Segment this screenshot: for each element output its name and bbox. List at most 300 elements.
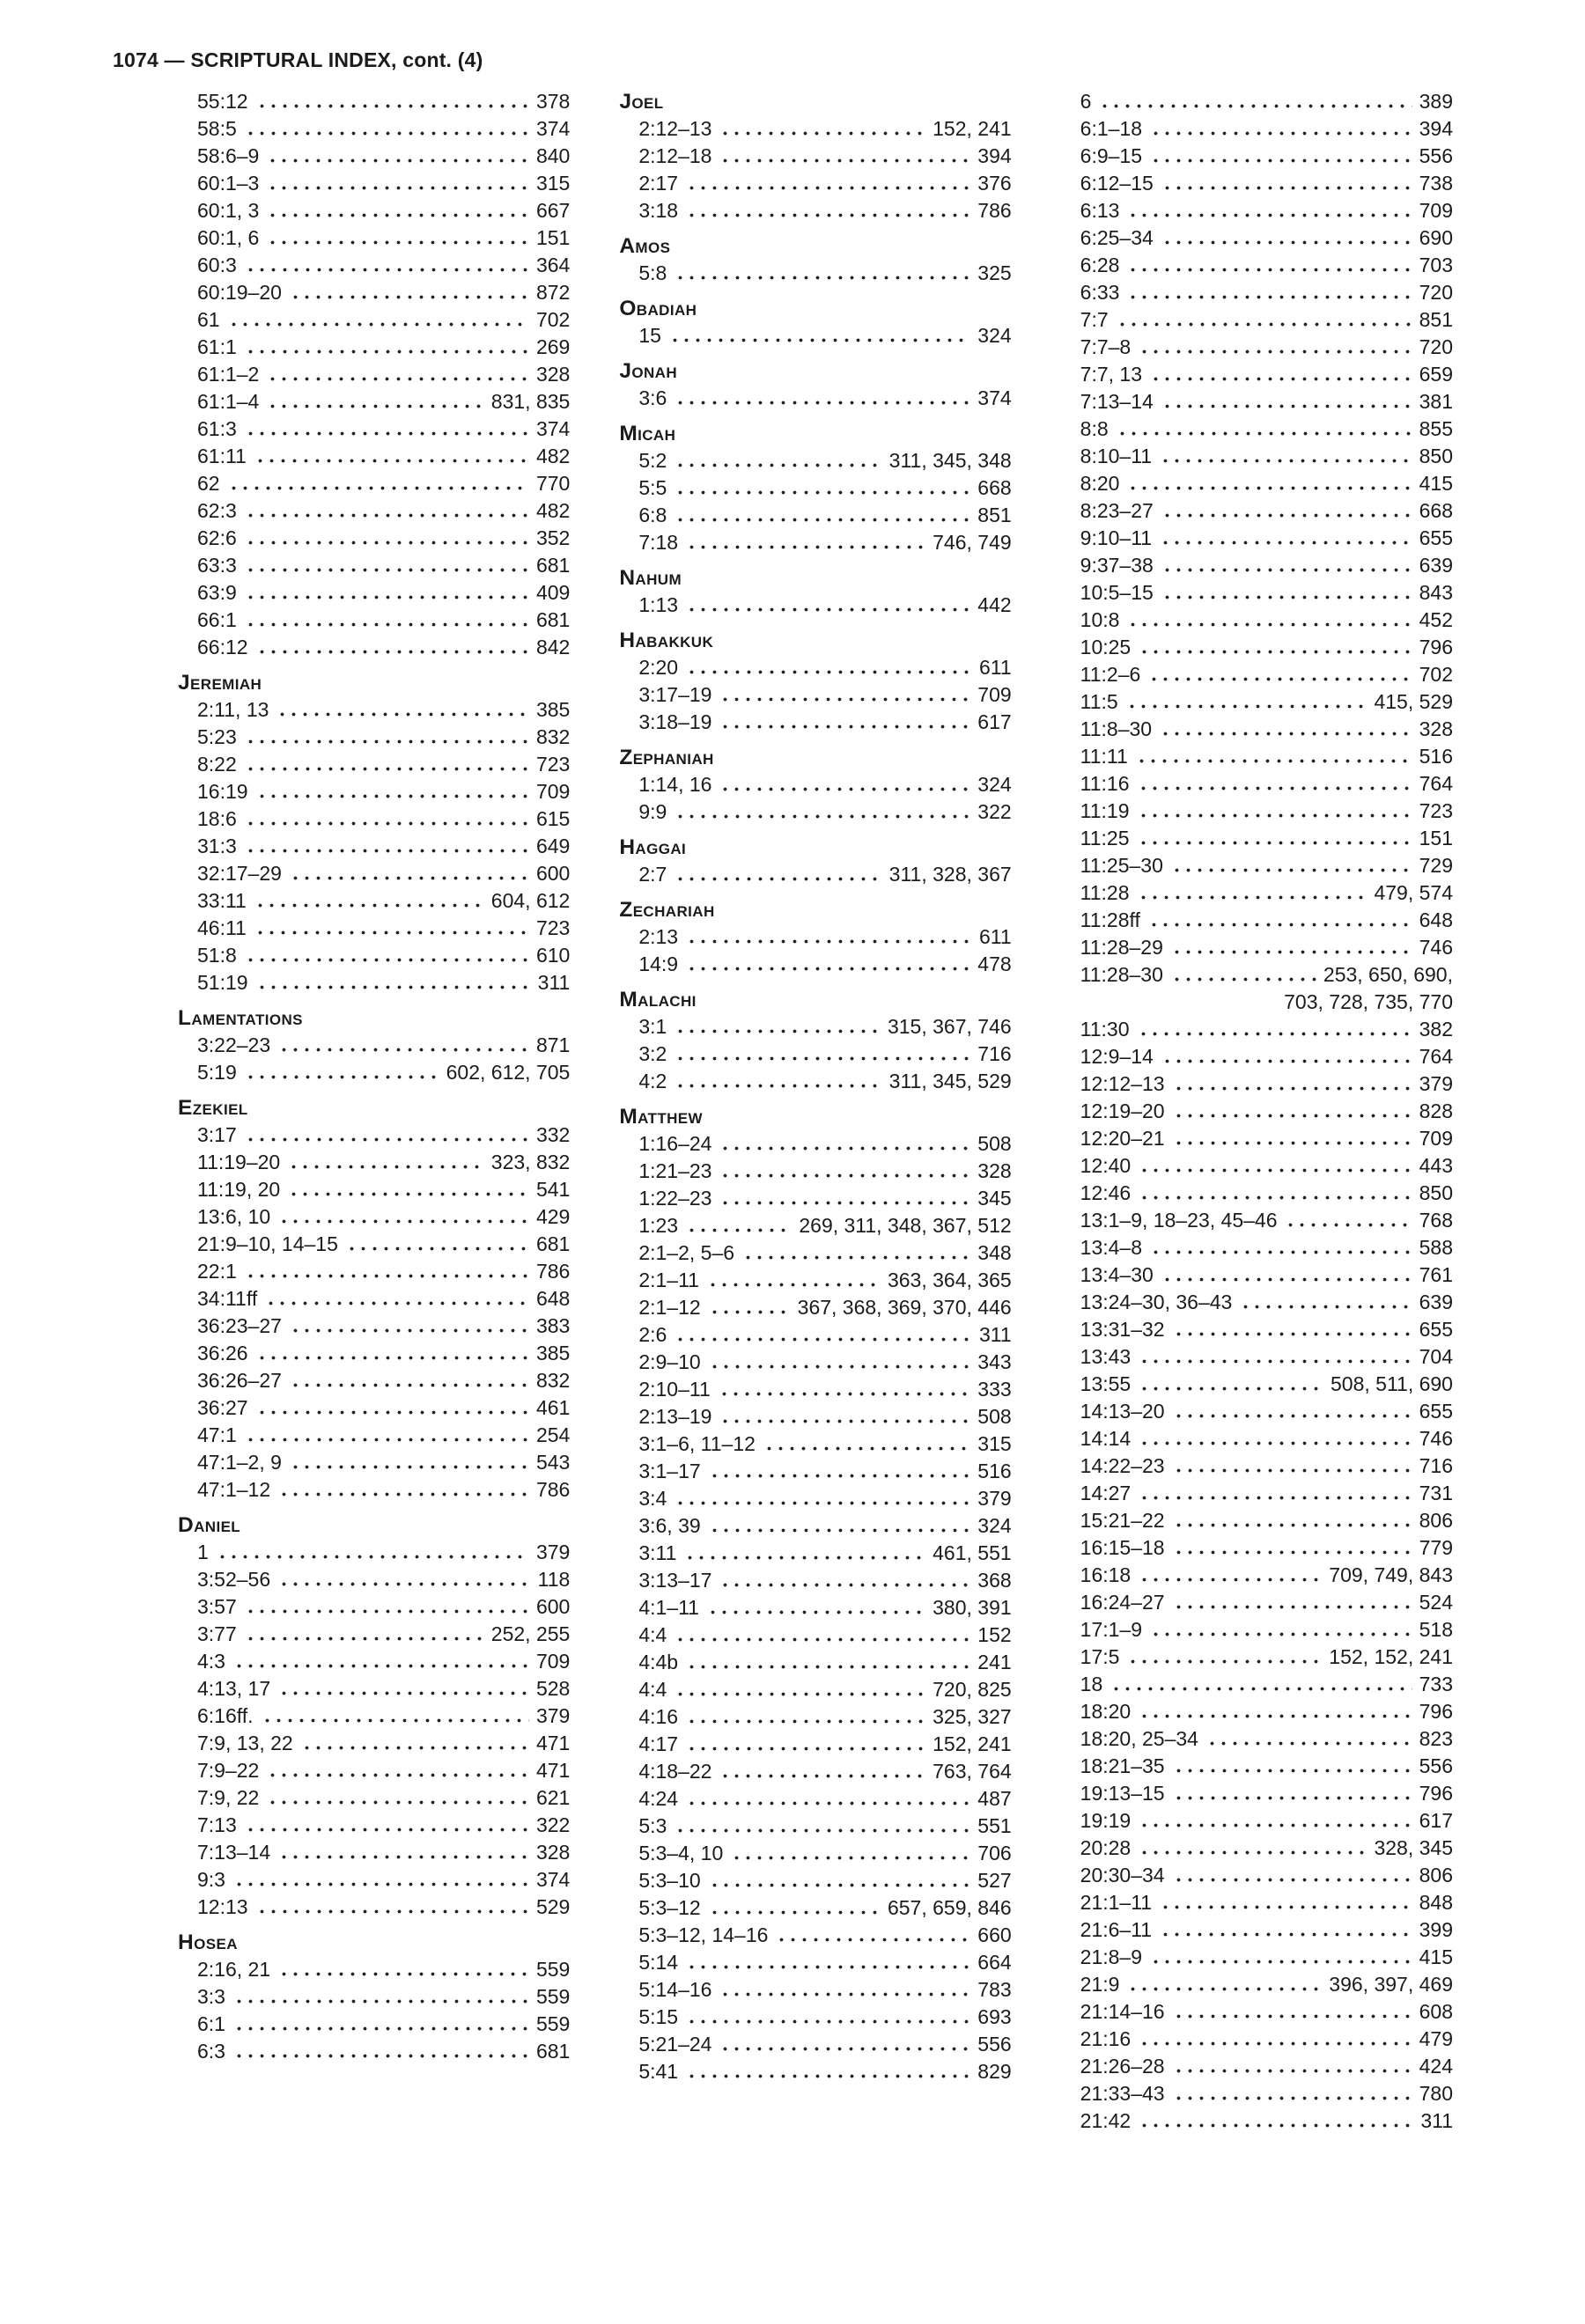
index-entry [178,942,570,969]
verse-reference: 3:17–19 [638,683,712,706]
dot-leader [1139,1835,1367,1862]
book-heading: Zephaniah [619,746,714,769]
index-entry [619,1567,1011,1594]
page-numbers: 709 [977,683,1012,706]
index-entry [1061,2107,1453,2135]
verse-reference: 3:52–56 [197,1568,271,1591]
index-entry [178,252,570,279]
verse-reference: 22:1 [197,1260,237,1283]
dot-leader [675,1485,970,1512]
verse-reference: 6:8 [638,504,667,526]
verse-reference: 3:18–19 [638,710,712,733]
dot-leader [776,1922,970,1949]
index-entry [1061,470,1453,497]
index-entry [178,1566,570,1593]
page-numbers: 385 [535,698,571,721]
index-entry [178,969,570,997]
page-numbers: 851 [1419,308,1453,331]
dot-leader [1138,879,1368,907]
page-numbers: 382 [1419,1018,1453,1041]
verse-reference: 62 [197,472,220,495]
dot-leader [1126,688,1368,716]
dot-leader [686,170,970,197]
index-entry [178,470,570,497]
page-numbers: 639 [1419,1291,1453,1313]
page-numbers: 733 [1419,1673,1453,1695]
dot-leader [686,197,970,224]
verse-reference: 6:1 [197,2012,225,2035]
page-numbers: 764 [1419,1045,1453,1068]
index-entry [1061,961,1453,989]
dot-leader [719,1158,970,1185]
index-entry [619,1430,1011,1458]
index-entry [619,1349,1011,1376]
verse-reference: 5:14 [638,1951,679,1974]
dot-leader [1161,1261,1412,1289]
index-entry [178,334,570,361]
index-entry [178,1032,570,1059]
book-heading: Haggai [619,835,687,859]
page-numbers: 855 [1419,417,1453,440]
index-entry [1061,252,1453,279]
page-numbers: 823 [1419,1727,1453,1750]
verse-reference: 17:1–9 [1080,1618,1143,1641]
page-numbers: 328 [977,1159,1012,1182]
verse-reference: 5:2 [638,449,667,472]
verse-reference: 60:1–3 [197,172,260,195]
index-entry [619,385,1011,412]
page-numbers: 415, 529 [1374,690,1453,713]
index-entry [619,771,1011,798]
index-entry [619,1785,1011,1813]
verse-reference: 9:3 [197,1868,225,1891]
index-entry [178,1866,570,1894]
index-entry [619,1013,1011,1041]
page-numbers: 608 [1419,2000,1453,2023]
dot-leader [233,2038,529,2065]
index-entry [1061,798,1453,825]
page-numbers: 389 [1419,90,1453,113]
dot-leader [228,470,529,497]
dot-leader [245,115,529,143]
dot-leader [1139,1807,1412,1835]
verse-reference: 1:16–24 [638,1132,712,1155]
verse-reference: 3:22–23 [197,1033,271,1056]
index-entry [178,197,570,224]
page-numbers: 328 [535,1841,571,1864]
verse-reference: 7:9–22 [197,1759,260,1782]
index-entry [619,1321,1011,1349]
dot-leader [1127,197,1412,224]
page-numbers: 556 [977,2033,1012,2056]
page-numbers: 363, 364, 365 [887,1269,1012,1291]
dot-leader [719,2031,970,2058]
page-numbers: 333 [977,1378,1012,1401]
index-entry [619,2058,1011,2085]
index-entry [619,1376,1011,1403]
index-entry [1061,2080,1453,2107]
page-numbers: 323, 832 [490,1151,571,1173]
index-entry [619,1840,1011,1867]
dot-leader [686,1949,970,1976]
dot-leader [1173,2053,1412,2080]
page-numbers: 786 [977,199,1012,222]
index-columns [178,88,1453,2135]
index-entry [1061,879,1453,907]
index-entry [1061,934,1453,961]
page-numbers: 379 [1419,1072,1453,1095]
dot-leader [1150,1944,1412,1971]
index-entry [619,1622,1011,1649]
verse-reference: 18:6 [197,807,237,830]
page-numbers: 527 [977,1869,1012,1892]
page-numbers: 600 [535,1595,571,1618]
verse-reference: 3:4 [638,1487,667,1510]
index-entry [619,654,1011,681]
page-numbers: 118 [537,1568,571,1591]
dot-leader [719,1376,971,1403]
verse-reference: 5:3 [638,1814,667,1837]
verse-reference: 11:16 [1080,772,1130,795]
dot-leader [675,502,970,529]
index-entry [619,2031,1011,2058]
dot-leader [1173,1998,1412,2026]
page-numbers: 311, 345, 529 [888,1070,1012,1092]
dot-leader [1139,634,1412,661]
page-numbers: 269, 311, 348, 367, 512 [799,1214,1012,1237]
index-entry [178,1422,570,1449]
dot-leader [709,1349,971,1376]
dot-leader [731,1840,970,1867]
verse-reference: 11:8–30 [1080,717,1153,740]
index-entry [1061,525,1453,552]
index-entry [1061,1916,1453,1944]
page-numbers: 152, 241 [933,117,1012,140]
page-numbers: 374 [535,117,571,140]
page-numbers: 541 [535,1178,571,1201]
verse-reference: 3:3 [197,1985,225,2008]
page-numbers: 394 [977,144,1012,167]
verse-reference: 19:13–15 [1080,1782,1165,1805]
verse-reference: 58:6–9 [197,144,260,167]
page-numbers: 703 [1419,254,1453,276]
verse-reference: 12:20–21 [1080,1127,1165,1150]
dot-leader [686,592,970,619]
index-entry [619,1458,1011,1485]
dot-leader [763,1430,970,1458]
index-entry [178,833,570,860]
page-numbers: 840 [535,144,571,167]
index-entry [619,1212,1011,1239]
page-numbers: 311, 328, 367 [888,863,1012,886]
dot-leader [686,1731,925,1758]
page-numbers: 324 [977,773,1012,796]
dot-leader [675,1676,925,1703]
page-numbers: 621 [535,1786,571,1809]
dot-leader [675,861,881,888]
index-entry [1061,143,1453,170]
page-numbers: 383 [535,1314,571,1337]
index-entry [619,923,1011,951]
index-entry [1061,197,1453,224]
dot-leader [1117,306,1412,334]
index-entry [1061,1944,1453,1971]
book-heading: Lamentations [178,1006,303,1030]
page-numbers: 709 [535,1650,571,1673]
verse-reference: 2:20 [638,656,679,679]
index-entry [619,115,1011,143]
verse-reference: 14:9 [638,952,679,975]
verse-reference: 9:10–11 [1080,526,1153,549]
index-entry [178,1476,570,1504]
dot-leader [1150,115,1412,143]
dot-leader [1139,334,1412,361]
page-numbers: 524 [1419,1591,1453,1614]
page-numbers: 352 [535,526,571,549]
book-heading: Nahum [619,566,682,590]
index-entry [1061,661,1453,688]
page-numbers: 832 [535,725,571,748]
verse-reference: 55:12 [197,90,248,113]
index-entry [619,1949,1011,1976]
verse-reference: 21:26–28 [1080,2055,1165,2078]
verse-reference: 11:19 [1080,799,1130,822]
page-numbers: 655 [1419,526,1453,549]
verse-reference: 13:6, 10 [197,1205,271,1228]
verse-reference: 8:22 [197,753,237,776]
page-numbers: 396, 397, 469 [1329,1973,1453,1996]
page-numbers: 843 [1419,581,1453,604]
index-entry [1061,443,1453,470]
index-entry [1061,1016,1453,1043]
page-numbers: 324 [977,324,1012,347]
verse-reference: 11:28ff [1080,908,1140,931]
index-entry [1061,497,1453,525]
verse-reference: 6:13 [1080,199,1120,222]
dot-leader [278,1956,529,1983]
page-numbers: 617 [977,710,1012,733]
page-numbers: 850 [1419,1181,1453,1204]
index-entry [178,860,570,887]
verse-reference: 12:13 [197,1895,248,1918]
index-entry [619,1922,1011,1949]
verse-reference: 63:9 [197,581,237,604]
page-numbers: 152, 152, 241 [1329,1645,1453,1668]
page-numbers: 315 [977,1432,1012,1455]
verse-reference: 8:8 [1080,417,1109,440]
index-entry [619,951,1011,978]
index-entry [619,1041,1011,1068]
page-numbers: 655 [1419,1318,1453,1341]
index-entry [619,1512,1011,1540]
index-entry [1061,1152,1453,1180]
dot-leader [709,1867,971,1894]
page-numbers: 723 [535,916,571,939]
dot-leader [719,681,970,709]
page-numbers: 786 [535,1260,571,1283]
index-column-3 [1061,88,1453,2135]
dot-leader [267,361,529,388]
page-header: 1074 — SCRIPTURAL INDEX, cont. (4) [113,48,483,71]
book-heading: Zechariah [619,898,715,922]
dot-leader [686,1649,970,1676]
index-entry [1061,388,1453,416]
index-entry [1061,1425,1453,1452]
dot-leader [245,805,529,833]
dot-leader [346,1231,529,1258]
index-entry [178,1394,570,1422]
verse-reference: 16:19 [197,780,248,803]
verse-reference: 6:28 [1080,254,1120,276]
index-entry [1061,1452,1453,1480]
verse-reference: 66:1 [197,608,237,631]
index-entry [1061,1098,1453,1125]
dot-leader [276,696,529,724]
dot-leader [675,1813,970,1840]
index-entry [619,1813,1011,1840]
verse-reference: 15:21–22 [1080,1509,1165,1532]
dot-leader [719,1567,970,1594]
verse-reference: 61:1 [197,335,237,358]
dot-leader [719,143,970,170]
book-heading: Matthew [619,1105,703,1129]
page-numbers: 409 [535,581,571,604]
index-entry [178,306,570,334]
verse-reference: 2:17 [638,172,679,195]
index-entry [1061,1835,1453,1862]
dot-leader [245,579,529,607]
index-entry [178,607,570,634]
dot-leader [1285,1207,1412,1234]
index-entry [1061,1371,1453,1398]
page-numbers: 151 [1419,827,1453,849]
index-entry [178,1340,570,1367]
dot-leader [278,1203,529,1231]
page-numbers: 786 [535,1478,571,1501]
verse-reference: 61:11 [197,445,247,467]
verse-reference: 47:1 [197,1423,237,1446]
page-numbers: 381 [1419,390,1453,413]
dot-leader [265,1285,529,1313]
dot-leader [709,1894,881,1922]
page-numbers: 720 [1419,281,1453,304]
dot-leader [1150,143,1412,170]
verse-reference: 8:10–11 [1080,445,1153,467]
verse-reference: 14:14 [1080,1427,1132,1450]
index-entry [178,778,570,805]
dot-leader [1161,1043,1412,1070]
page-numbers: 664 [977,1951,1012,1974]
page-numbers: 442 [977,593,1012,616]
page-numbers: 325, 327 [933,1705,1012,1728]
page-numbers: 668 [977,476,1012,499]
index-entry [619,260,1011,287]
verse-reference: 21:9 [1080,1973,1120,1996]
dot-leader [1171,961,1316,989]
page-numbers: 461 [535,1396,571,1419]
page-numbers: 378 [535,90,571,113]
verse-reference: 7:7 [1080,308,1109,331]
index-entry [1061,1234,1453,1261]
dot-leader [707,1594,925,1622]
dot-leader [267,170,529,197]
index-entry [178,1675,570,1703]
dot-leader [1173,2080,1412,2107]
verse-reference: 21:8–9 [1080,1945,1143,1968]
dot-leader [1127,252,1412,279]
dot-leader [675,798,970,826]
page-numbers: 322 [535,1813,571,1836]
verse-reference: 18:20 [1080,1700,1132,1723]
verse-reference: 3:6, 39 [638,1514,701,1537]
dot-leader [290,1367,529,1394]
verse-reference: 2:11, 13 [197,698,269,721]
page-numbers: 315, 367, 746 [887,1015,1012,1038]
verse-reference: 21:14–16 [1080,2000,1165,2023]
dot-leader [686,923,972,951]
page-numbers: 709 [1419,199,1453,222]
index-entry [1061,716,1453,743]
index-entry [1061,1343,1453,1371]
dot-leader [1117,416,1412,443]
index-entry [619,170,1011,197]
index-entry [1061,1507,1453,1534]
page-numbers: 508 [977,1405,1012,1428]
page-numbers: 768 [1419,1209,1453,1232]
verse-reference: 4:24 [638,1787,679,1810]
verse-reference: 62:6 [197,526,237,549]
dot-leader [1139,2107,1413,2135]
dot-leader [1138,1016,1412,1043]
index-entry [178,724,570,751]
page-numbers: 746 [1419,1427,1453,1450]
dot-leader [1138,825,1412,852]
verse-reference: 5:3–4, 10 [638,1842,724,1864]
verse-reference: 14:27 [1080,1482,1132,1504]
index-entry [1061,579,1453,607]
index-entry [1061,1725,1453,1753]
dot-leader [719,771,970,798]
book-heading: Jonah [619,359,678,383]
verse-reference: 16:18 [1080,1563,1132,1586]
page-numbers: 415 [1419,472,1453,495]
verse-reference: 36:27 [197,1396,248,1419]
verse-reference: 7:13–14 [1080,390,1154,413]
verse-reference: 19:19 [1080,1809,1132,1832]
verse-reference: 5:8 [638,261,667,284]
dot-leader [1139,1562,1322,1589]
verse-reference: 3:11 [638,1541,677,1564]
index-entry [619,502,1011,529]
index-entry [1061,224,1453,252]
index-entry [1061,1398,1453,1425]
page-numbers: 832 [535,1369,571,1392]
index-entry [178,1059,570,1086]
verse-reference: 11:28 [1080,881,1130,904]
index-entry [1061,2053,1453,2080]
dot-leader [675,1013,881,1041]
dot-leader [707,1267,881,1294]
index-column-2 [619,88,1011,2135]
verse-reference: 13:4–8 [1080,1236,1143,1259]
page-numbers: 471 [535,1759,571,1782]
verse-reference: 2:1–12 [638,1296,701,1319]
book-heading: Obadiah [619,297,697,320]
verse-reference: 2:13 [638,925,679,948]
page-numbers: 443 [1419,1154,1453,1177]
page-numbers: 655 [1419,1400,1453,1423]
dot-leader [675,447,881,474]
